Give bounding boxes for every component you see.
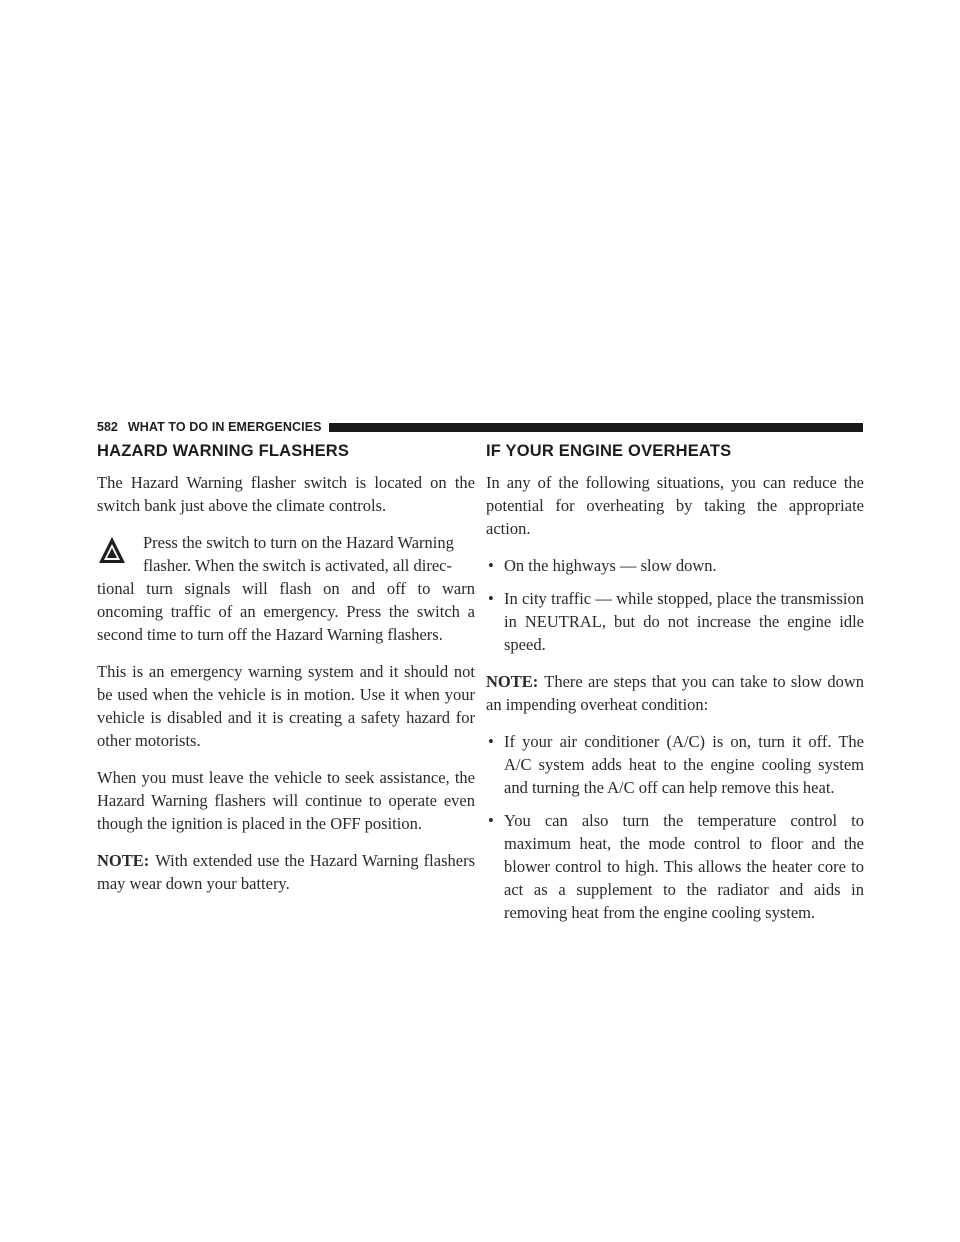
note-label: NOTE: — [486, 672, 539, 691]
hazard-icon-line-1: Press the switch to turn on the Hazard Warning — [143, 533, 454, 552]
bullet: • — [488, 589, 494, 608]
left-column — [97, 442, 475, 909]
bullet: • — [488, 556, 494, 575]
hazard-icon-continuation: tional turn signals will flash on and off to warn oncoming traffic of an emergency. Press the switch a second time to turn off the Hazard Warning flashers. — [97, 579, 475, 644]
hazard-heading: HAZARD WARNING FLASHERS — [97, 442, 350, 460]
hazard-usage-paragraph: This is an emergency warning system and it should not be used when the vehicle is in motion. Use it when your vehicle is disabled and it is creating a safety hazard for other motorists. — [97, 662, 475, 750]
list-item: • You can also turn the temperature control to maximum heat, the mode control to floor and the blower control to high. This allows the heater core to act as a supplement to the radiator and aids in removing heat from the engine cooling system. — [488, 811, 864, 922]
page-number: 582 — [97, 420, 118, 434]
list-item: • On the highways — slow down. — [488, 556, 717, 575]
list-item: • In city traffic — while stopped, place the transmission in NEUTRAL, but do not increase the engine idle speed. — [488, 589, 864, 654]
hazard-icon-line-2: flasher. When the switch is activated, all direc- — [143, 556, 452, 575]
overheat-intro-paragraph: In any of the following situations, you can reduce the potential for overheating by taking the appropriate action. — [486, 473, 864, 538]
hazard-warning-triangle-icon — [97, 535, 127, 565]
section-title: WHAT TO DO IN EMERGENCIES — [127, 420, 322, 434]
overheat-note — [486, 670, 864, 716]
hazard-intro-paragraph: The Hazard Warning flasher switch is located on the switch bank just above the climate controls. — [97, 473, 475, 515]
hazard-icon-paragraph — [97, 531, 475, 646]
page-header — [97, 417, 863, 437]
right-column — [486, 442, 864, 938]
header-rule — [329, 423, 863, 432]
situations-list — [486, 554, 864, 656]
note-label: NOTE: — [97, 851, 150, 870]
steps-list — [486, 730, 864, 924]
list-item: • If your air conditioner (A/C) is on, turn it off. The A/C system adds heat to the engine cooling system and turning the A/C off can help remove this heat. — [488, 732, 864, 797]
hazard-note — [97, 849, 475, 895]
note-text: With extended use the Hazard Warning flashers may wear down your battery. — [97, 851, 475, 893]
bullet: • — [488, 811, 494, 830]
overheat-heading: IF YOUR ENGINE OVERHEATS — [486, 442, 732, 460]
note-text: There are steps that you can take to slow down an impending overheat condition: — [486, 672, 864, 714]
hazard-leave-vehicle-paragraph: When you must leave the vehicle to seek assistance, the Hazard Warning flashers will continue to operate even though the ignition is placed in the OFF position. — [97, 768, 475, 833]
bullet: • — [488, 732, 494, 751]
